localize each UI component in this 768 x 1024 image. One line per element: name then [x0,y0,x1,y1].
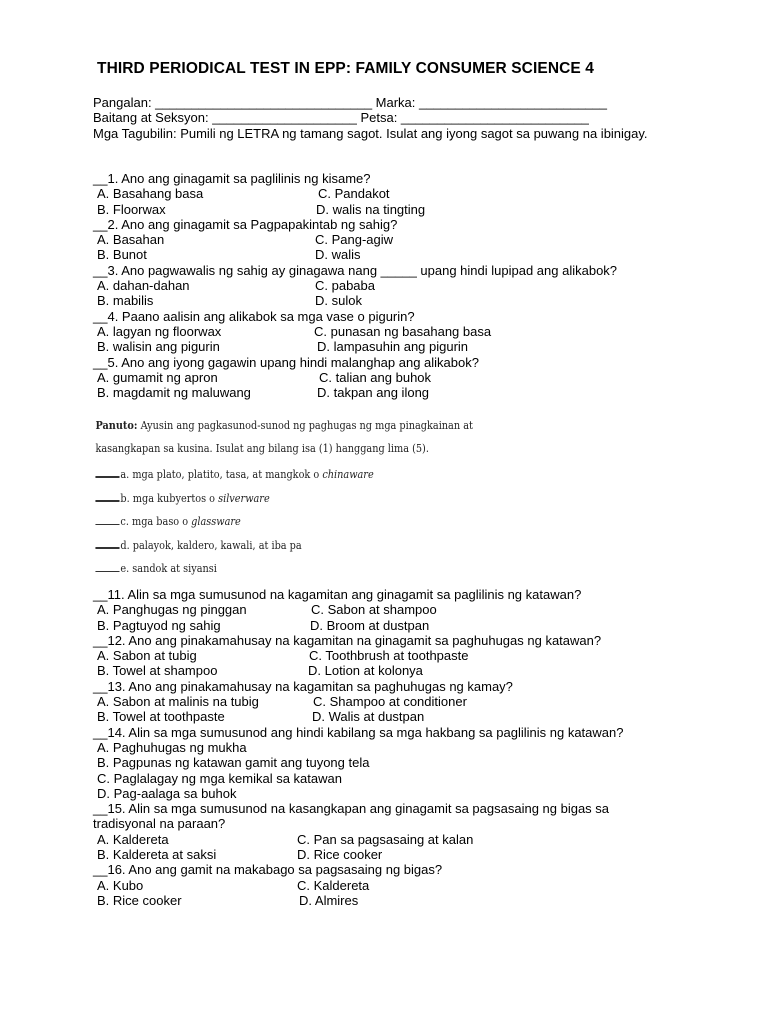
option-c: C. punasan ng basahang basa [314,323,492,339]
section-date-line: Baitang at Seksyon: ____________________ Petsa: __________________________ [93,110,589,126]
option-d: D. lampasuhin ang pigurin [317,339,469,355]
option-d: D. walis na tingting [316,201,426,217]
options-row [93,694,653,709]
option-d: D. Broom at dustpan [310,617,430,633]
option-row [93,786,653,801]
options-row [93,324,617,339]
option-d: D. Rice cooker [297,847,383,863]
options-row [93,648,653,663]
panuto-line-2: kasangkapan sa kusina. Isulat ang bilang isa (1) hanggang lima (5). [95,442,429,455]
option-c: C. talian ang buhok [319,369,432,385]
options-row [93,832,653,847]
item-text: a. mga plato, platito, tasa, at mangkok o [120,468,323,481]
option-b: B. Kaldereta at saksi [97,847,217,863]
option-a: A. Kaldereta [97,831,169,847]
options-row [93,893,653,908]
options-row [93,878,653,893]
option-d: D. walis [315,247,361,263]
questions-part1 [93,171,617,400]
option-a: A. Kubo [97,877,144,893]
panuto-item-d [95,536,301,552]
question-3: __3. Ano pagwawalis ng sahig ay ginagawa nang _____ upang hindi lupipad ang alikabok? [93,262,618,278]
option-b: B. Pagpunas ng katawan gamit ang tuyong tela [97,755,370,771]
option-d: D. sulok [315,293,362,309]
options-row [93,602,653,617]
panuto-item-a [95,465,373,481]
option-a: A. Basahang basa [97,186,204,202]
question-15: __15. Alin sa mga sumusunod na kasangkapan ang ginagamit sa pagsasaing ng bigas sa tradisyonal na paraan? [93,801,610,832]
options-row [93,847,653,862]
item-text: b. mga kubyertos o [120,492,219,505]
option-c: C. Kaldereta [297,877,370,893]
options-row [93,709,653,724]
option-d: D. takpan ang ilong [317,385,430,401]
option-a: A. lagyan ng floorwax [97,323,222,339]
option-a: A. Basahan [97,232,165,248]
name-score-line: Pangalan: ______________________________ Marka: __________________________ [93,95,607,110]
option-a: A. Sabon at tubig [97,648,197,664]
option-d: D. Walis at dustpan [312,709,425,725]
answer-blank [95,536,119,549]
options-row [93,202,617,217]
option-d: D. Almires [299,892,359,908]
panuto-line-1 [95,418,472,432]
option-b: B. mabilis [97,293,154,309]
option-c: C. Pang-agiw [315,232,394,248]
question-12: __12. Ano ang pinakamahusay na kagamitan na ginagamit sa paghuhugas ng katawan? [93,632,602,648]
options-row [93,278,617,293]
item-text: d. palayok, kaldero, kawali, at iba pa [120,539,302,552]
question-1: __1. Ano ang ginagamit sa paglilinis ng kisame? [93,171,371,186]
options-row [93,339,617,354]
item-italic: glassware [191,515,241,528]
question-2: __2. Ano ang ginagamit sa Pagpapakintab ng sahig? [93,216,398,232]
option-d: D. Pag-aalaga sa buhok [97,785,237,801]
answer-blank [95,489,119,502]
option-c: C. pababa [315,278,375,294]
option-b: B. Pagtuyod ng sahig [97,617,221,633]
option-b: B. Floorwax [97,201,166,217]
option-a: A. dahan-dahan [97,278,190,294]
option-b: B. walisin ang pigurin [97,339,220,355]
item-text: e. sandok at siyansi [120,562,217,575]
page-title: THIRD PERIODICAL TEST IN EPP: FAMILY CONSUMER SCIENCE 4 [97,60,594,77]
option-c: C. Toothbrush at toothpaste [309,648,469,664]
panuto-item-b [95,489,269,505]
option-d: D. Lotion at kolonya [308,663,423,679]
option-b: B. Towel at shampoo [97,663,218,679]
questions-part2 [93,587,653,908]
item-text: c. mga baso o [120,515,192,528]
option-b: B. magdamit ng maluwang [97,385,251,401]
option-row [93,771,653,786]
answer-blank [95,560,119,572]
option-a: A. Panghugas ng pinggan [97,602,247,618]
question-14: __14. Alin sa mga sumusunod ang hindi kabilang sa mga hakbang sa paglilinis ng katawan? [93,724,624,740]
instructions: Mga Tagubilin: Pumili ng LETRA ng tamang sagot. Isulat ang iyong sagot sa puwang na ibinigay. [93,125,648,141]
option-b: B. Rice cooker [97,892,182,908]
options-row [93,186,617,201]
option-a: A. Sabon at malinis na tubig [97,694,259,710]
question-11: __11. Alin sa mga sumusunod na kagamitan ang ginagamit sa paglilinis ng katawan? [93,587,582,602]
student-info-header [93,95,653,141]
answer-blank [95,513,119,525]
option-a: A. Paghuhugas ng mukha [97,739,247,755]
question-4: __4. Paano aalisin ang alikabok sa mga vase o pigurin? [93,308,415,324]
option-c: C. Paglalagay ng mga kemikal sa katawan [97,770,342,786]
option-c: C. Shampoo at conditioner [313,694,467,710]
question-5: __5. Ano ang iyong gagawin upang hindi malanghap ang alikabok? [93,354,479,370]
option-c: C. Pan sa pagsasaing at kalan [297,831,474,847]
option-b: B. Towel at toothpaste [97,709,225,725]
option-a: A. gumamit ng apron [97,369,218,385]
answer-blank [95,465,119,478]
options-row [93,232,617,247]
question-13: __13. Ano ang pinakamahusay na kagamitan sa paghuhugas ng kamay? [93,678,513,694]
item-italic: chinaware [322,468,374,481]
options-row [93,385,617,400]
options-row [93,293,617,308]
options-row [93,663,653,678]
options-row [93,370,617,385]
panuto-text-1: Ayusin ang pagkasunod-sunod ng paghugas ng mga pinagkainan at [140,419,473,432]
panuto-label: Panuto: [95,418,138,432]
option-row [93,740,653,755]
option-c: C. Sabon at shampoo [311,602,437,618]
option-row [93,755,653,770]
option-b: B. Bunot [97,247,147,263]
panuto-item-e [95,560,216,575]
question-16: __16. Ano ang gamit na makabago sa pagsasaing ng bigas? [93,862,443,878]
options-row [93,247,617,262]
panuto-scanned-section [92,408,473,580]
option-c: C. Pandakot [318,186,390,202]
options-row [93,618,653,633]
panuto-item-c [95,513,240,528]
item-italic: silverware [218,492,270,505]
